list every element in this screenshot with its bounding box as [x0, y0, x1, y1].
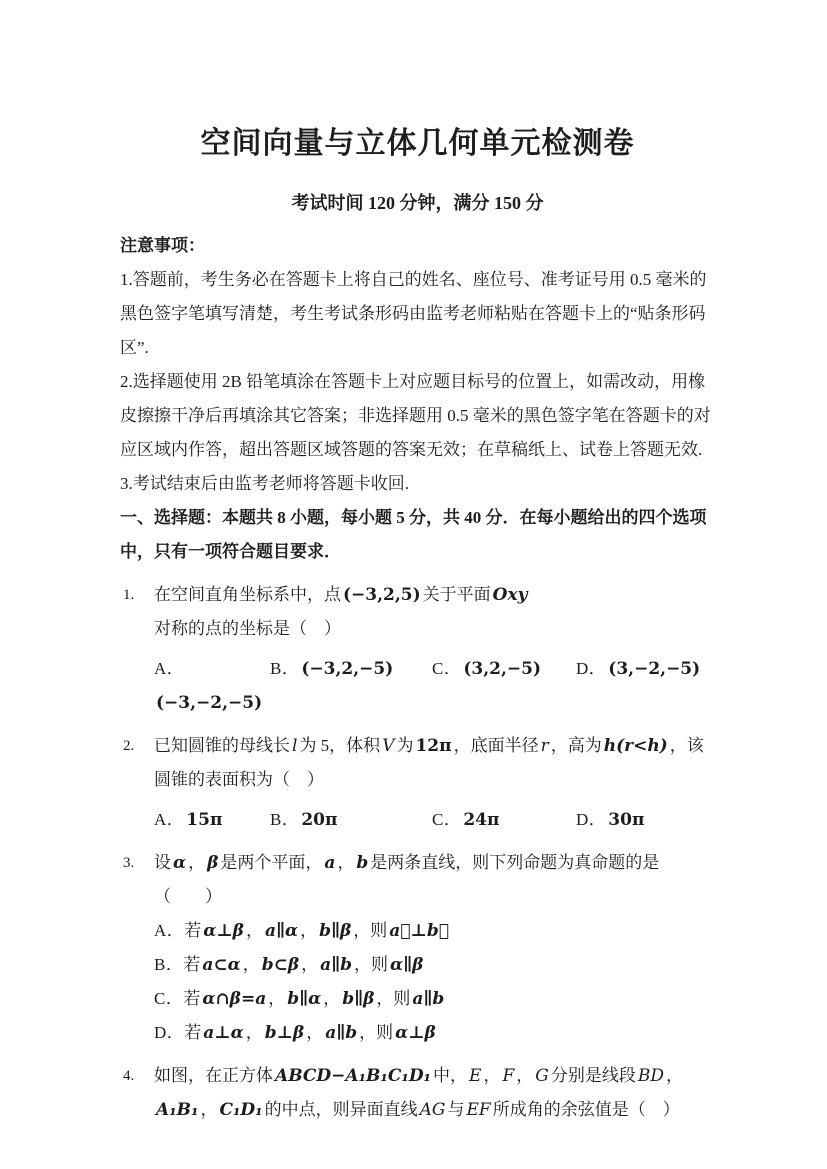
math-expression: b [356, 852, 369, 873]
math-expression: G [535, 1065, 549, 1086]
options-group [154, 914, 715, 1050]
stem-text: ， [300, 920, 318, 940]
questions-list [120, 578, 715, 1127]
math-expression: a∥α [264, 920, 299, 941]
math-expression: a⊥α [203, 1022, 244, 1043]
stem-text: ， [483, 1065, 501, 1085]
math-expression: r [540, 735, 549, 756]
option-A [154, 652, 270, 720]
stem-text: 分别是线段 [550, 1065, 636, 1085]
stem-text: 是两条直线，则下列命题为真命题的是（ ） [154, 852, 660, 906]
math-expression: AG [419, 1099, 446, 1120]
stem-text: 对称的点的坐标是（ ） [154, 618, 341, 638]
exam-time-score-line: 考试时间 120 分钟，满分 150 分 [291, 193, 544, 213]
math-expression: b⊂β [261, 954, 300, 975]
stem-text: 关于平面 [422, 584, 491, 604]
stem-text: ，底面半径 [453, 735, 539, 755]
stem-text: 是两个平面， [220, 852, 323, 872]
math-expression: b∥β [319, 920, 352, 941]
math-expression: a⃗⊥b⃗ [389, 920, 449, 941]
stem-text: ，则 [354, 954, 389, 974]
stem-text: ， [188, 852, 206, 872]
option-label: A． [154, 809, 185, 829]
notice-section [120, 229, 715, 569]
stem-text: ，则 [359, 1022, 394, 1042]
math-expression: α∩β=a [202, 988, 267, 1009]
math-expression: l [292, 735, 298, 756]
option-B [270, 652, 432, 720]
page-title: 空间向量与立体几何单元检测卷 [200, 127, 635, 160]
stem-text: 为 [396, 735, 414, 755]
stem-text: 若 [184, 920, 202, 940]
notice-item-3: 3.考试结束后由监考老师将答题卡收回. [120, 473, 409, 493]
math-expression: F [502, 1065, 515, 1086]
math-expression: a⊂α [202, 954, 241, 975]
question-stem [154, 1059, 715, 1127]
math-expression: a∥b [412, 988, 445, 1009]
stem-text: 若 [183, 954, 201, 974]
stem-text: ， [245, 920, 263, 940]
stem-text: 设 [154, 852, 171, 872]
question-item-1 [120, 578, 715, 720]
math-expression: EF [466, 1099, 491, 1120]
stem-text: 若 [183, 988, 201, 1008]
stem-text: 如图，在正方体 [154, 1065, 273, 1085]
section-heading-choice-questions: 一、选择题：本题共 8 小题，每小题 5 分，共 40 分．在每小题给出的四个选项中，只有一项符合题目要求． [120, 507, 707, 561]
option-D [576, 803, 646, 837]
math-expression: α∥β [390, 954, 424, 975]
question-item-3 [120, 846, 715, 1050]
stem-text: 若 [184, 1022, 202, 1042]
option-B [154, 948, 715, 982]
stem-text: ， [665, 1065, 683, 1085]
math-expression: 20π [301, 809, 338, 830]
option-C [432, 803, 576, 837]
math-expression: (−3,2,5) [343, 584, 421, 605]
stem-text: ， [200, 1099, 218, 1119]
option-label: B． [154, 954, 184, 974]
option-label: C． [154, 988, 184, 1008]
math-expression: A₁B₁ [156, 1099, 199, 1120]
option-label: A． [154, 658, 185, 678]
option-D [576, 652, 702, 720]
math-expression: h(r<h) [603, 735, 668, 756]
math-expression: (3,2,−5) [463, 658, 541, 679]
stem-text: ，则 [376, 988, 411, 1008]
question-item-2 [120, 729, 715, 837]
option-label: D． [154, 1022, 185, 1042]
stem-text: 已知圆锥的母线长 [154, 735, 290, 755]
option-label: D． [576, 809, 607, 829]
stem-text: 在空间直角坐标系中，点 [154, 584, 341, 604]
question-number: 3. [123, 854, 135, 871]
option-label: A． [154, 920, 185, 940]
math-expression: α⊥β [395, 1022, 436, 1043]
option-label: B． [270, 809, 300, 829]
option-label: B． [270, 658, 300, 678]
math-expression: β [207, 852, 219, 873]
math-expression: α⊥β [203, 920, 244, 941]
option-D [154, 1016, 715, 1050]
option-C [432, 652, 576, 720]
stem-text: ， [268, 988, 286, 1008]
question-number: 1. [123, 586, 135, 603]
stem-text: 所成角的余弦值是（ ） [492, 1099, 680, 1119]
math-expression: 12π [415, 735, 452, 756]
math-expression: ABCD−A₁B₁C₁D₁ [275, 1065, 432, 1086]
math-expression: α [173, 852, 187, 873]
options-group [154, 803, 715, 837]
option-label: C． [432, 809, 462, 829]
math-expression: b∥α [287, 988, 322, 1009]
option-B [270, 803, 432, 837]
stem-text: ， [337, 852, 355, 872]
math-expression: E [469, 1065, 482, 1086]
stem-text: ， [245, 1022, 263, 1042]
stem-text: ，则 [353, 920, 388, 940]
math-expression: 30π [608, 809, 645, 830]
stem-text: ， [306, 1022, 324, 1042]
math-expression: Oxy [492, 584, 528, 605]
notice-item-1: 1.答题前，考生务必在答题卡上将自己的姓名、座位号、准考证号用 0.5 毫米的黑色签字笔填写清楚，考生考试条形码由监考老师粘贴在答题卡上的“贴条形码区”. [120, 269, 707, 357]
option-A [154, 803, 270, 837]
options-group [154, 652, 715, 720]
question-stem [154, 846, 715, 914]
stem-text: 与 [447, 1099, 465, 1119]
stem-text: 中， [433, 1065, 468, 1085]
question-stem [154, 729, 715, 797]
math-expression: 15π [186, 809, 223, 830]
stem-text: ， [323, 988, 341, 1008]
math-expression: (−3,2,−5) [301, 658, 394, 679]
math-expression: BD [637, 1065, 664, 1086]
math-expression: (−3,−2,−5) [156, 692, 263, 713]
option-label: D． [576, 658, 607, 678]
math-expression: a∥b [325, 1022, 358, 1043]
question-item-4 [120, 1059, 715, 1127]
option-C [154, 982, 715, 1016]
stem-text: ， [242, 954, 260, 974]
option-A [154, 914, 715, 948]
stem-text: ， [516, 1065, 534, 1085]
stem-text: ， [301, 954, 319, 974]
math-expression: a [324, 852, 336, 873]
math-expression: b⊥β [264, 1022, 305, 1043]
question-number: 2. [123, 737, 135, 754]
notice-heading: 注意事项： [120, 235, 205, 255]
question-number: 4. [123, 1067, 135, 1084]
stem-text: 为 5，体积 [299, 735, 381, 755]
stem-text: ，该圆锥的表面积为（ ） [154, 735, 704, 789]
notice-item-2: 2.选择题使用 2B 铅笔填涂在答题卡上对应题目标号的位置上，如需改动，用橡皮擦擦干净后再填涂其它答案；非选择题用 0.5 毫米的黑色签字笔在答题卡的对应区域内作答，超出答题区域答题的答案无效；在草稿纸上、试卷上答题无效. [120, 371, 711, 459]
math-expression: b∥β [342, 988, 375, 1009]
math-expression: V [382, 735, 395, 756]
math-expression: a∥b [320, 954, 353, 975]
math-expression: (3,−2,−5) [608, 658, 701, 679]
math-expression: 24π [463, 809, 500, 830]
stem-text: 的中点，则异面直线 [264, 1099, 418, 1119]
question-stem [154, 578, 715, 646]
stem-text: ，高为 [550, 735, 602, 755]
math-expression: C₁D₁ [219, 1099, 263, 1120]
option-label: C． [432, 658, 462, 678]
